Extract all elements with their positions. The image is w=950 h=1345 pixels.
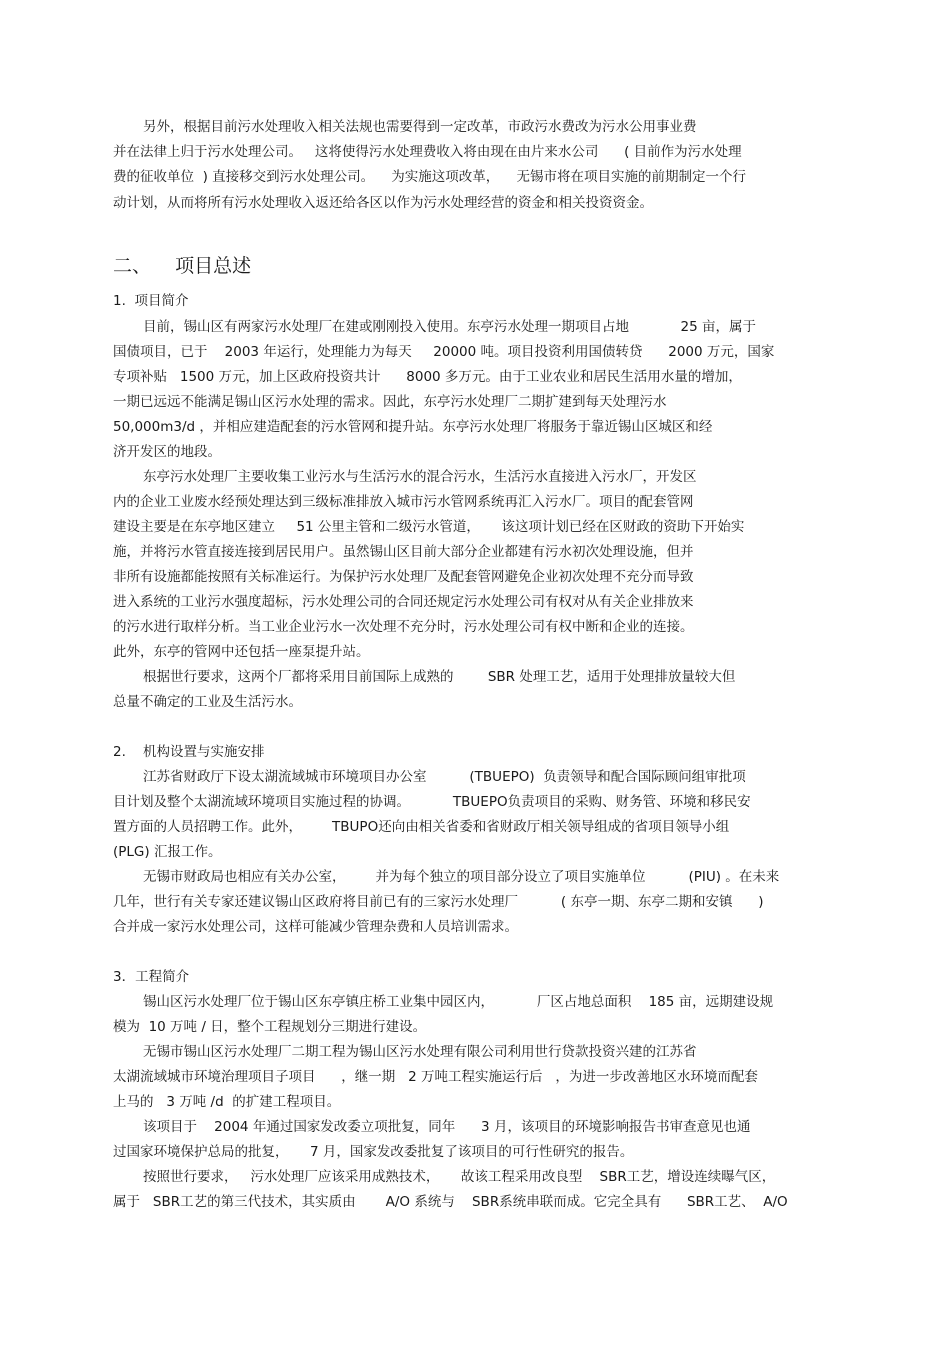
- paragraph-line: 锡山区污水处理厂位于锡山区东亭镇庄桥工业集中园区内， 厂区占地总面积 185 亩，远期建设规: [143, 994, 774, 1010]
- paragraph-line: 的污水进行取样分析。当工业企业污水一次处理不充分时，污水处理公司有权中断和企业的连接。: [113, 619, 694, 635]
- paragraph-line: 国债项目，已于 2003 年运行，处理能力为每天 20000 吨。项目投资利用国债转贷 2000 万元，国家: [113, 344, 775, 360]
- section-heading: 二、 项目总述: [113, 255, 252, 277]
- paragraph-line: 非所有设施都能按照有关标准运行。为保护污水处理厂及配套管网避免企业初次处理不充分而导致: [113, 569, 694, 585]
- subsection-title: 1. 项目简介: [113, 293, 189, 309]
- paragraph-line: 内的企业工业废水经预处理达到三级标准排放入城市污水管网系统再汇入污水厂。项目的配套管网: [113, 494, 694, 510]
- paragraph-line: 建设主要是在东亭地区建立 51 公里主管和二级污水管道， 该这项计划已经在区财政的资助下开始实: [113, 519, 745, 535]
- paragraph-line: 50,000m3/d ，并相应建造配套的污水管网和提升站。东亭污水处理厂将服务于靠近锡山区城区和经: [113, 419, 713, 435]
- paragraph-line: 合并成一家污水处理公司，这样可能减少管理杂费和人员培训需求。: [113, 919, 518, 935]
- paragraph-line: 济开发区的地段。: [113, 444, 221, 460]
- paragraph-line: 按照世行要求， 污水处理厂应该采用成熟技术， 故该工程采用改良型 SBR工艺，增设连续曝气区，: [143, 1169, 776, 1185]
- paragraph-line: 过国家环境保护总局的批复， 7 月，国家发改委批复了该项目的可行性研究的报告。: [113, 1144, 634, 1160]
- paragraph-line: 总量不确定的工业及生活污水。: [113, 694, 302, 710]
- paragraph-line: 另外，根据目前污水处理收入相关法规也需要得到一定改革，市政污水费改为污水公用事业费: [143, 119, 697, 135]
- paragraph-line: 施，并将污水管直接连接到居民用户。虽然锡山区目前大部分企业都建有污水初次处理设施，但并: [113, 544, 694, 560]
- paragraph-line: 并在法律上归于污水处理公司。 这将使得污水处理费收入将由现在由片来水公司 ( 目前作为污水处理: [113, 144, 742, 160]
- paragraph-line: 费的征收单位 ) 直接移交到污水处理公司。 为实施这项改革， 无锡市将在项目实施的前期制定一个行: [113, 169, 746, 185]
- paragraph-line: 根据世行要求，这两个厂都将采用目前国际上成熟的 SBR 处理工艺，适用于处理排放量较大但: [143, 669, 736, 685]
- paragraph-line: 置方面的人员招聘工作。此外， TBUPO还向由相关省委和省财政厅相关领导组成的省项目领导小组: [113, 819, 730, 835]
- paragraph-line: 目前，锡山区有两家污水处理厂在建或刚刚投入使用。东亭污水处理一期项目占地 25 亩，属于: [143, 319, 756, 335]
- paragraph-line: 太湖流域城市环境治理项目子项目 ，继一期 2 万吨工程实施运行后 ，为进一步改善地区水环境而配套: [113, 1069, 758, 1085]
- paragraph-line: 此外，东亭的管网中还包括一座泵提升站。: [113, 644, 370, 660]
- paragraph-line: 属于 SBR工艺的第三代技术，其实质由 A/O 系统与 SBR系统串联而成。它完全具有 SBR工艺、 A/O: [113, 1194, 788, 1210]
- subsection-title: 2. 机构设置与实施安排: [113, 744, 265, 760]
- paragraph-line: 无锡市锡山区污水处理厂二期工程为锡山区污水处理有限公司利用世行贷款投资兴建的江苏省: [143, 1044, 697, 1060]
- paragraph-line: 江苏省财政厅下设太湖流域城市环境项目办公室 (TBUEPO) 负责领导和配合国际顾问组审批项: [143, 769, 746, 785]
- paragraph-line: 一期已远远不能满足锡山区污水处理的需求。因此，东亭污水处理厂二期扩建到每天处理污水: [113, 394, 667, 410]
- paragraph-line: 东亭污水处理厂主要收集工业污水与生活污水的混合污水，生活污水直接进入污水厂，开发区: [143, 469, 697, 485]
- paragraph-line: 目计划及整个太湖流域环境项目实施过程的协调。 TBUEPO负责项目的采购、财务管、环境和移民安: [113, 794, 751, 810]
- paragraph-line: (PLG) 汇报工作。: [113, 844, 222, 860]
- paragraph-line: 上马的 3 万吨 /d 的扩建工程项目。: [113, 1094, 341, 1110]
- paragraph-line: 模为 10 万吨 / 日，整个工程规划分三期进行建设。: [113, 1019, 427, 1035]
- paragraph-line: 无锡市财政局也相应有关办公室， 并为每个独立的项目部分设立了项目实施单位 (PIU) 。在未来: [143, 869, 780, 885]
- paragraph-line: 动计划，从而将所有污水处理收入返还给各区以作为污水处理经营的资金和相关投资资金。: [113, 195, 653, 211]
- paragraph-line: 几年，世行有关专家还建议锡山区政府将目前已有的三家污水处理厂 ( 东亭一期、东亭二期和安镇 ): [113, 894, 764, 910]
- paragraph-line: 该项目于 2004 年通过国家发改委立项批复，同年 3 月，该项目的环境影响报告书审查意见也通: [143, 1119, 751, 1135]
- subsection-title: 3．工程简介: [113, 969, 190, 985]
- paragraph-line: 专项补贴 1500 万元，加上区政府投资共计 8000 多万元。由于工业农业和居民生活用水量的增加，: [113, 369, 742, 385]
- paragraph-line: 进入系统的工业污水强度超标，污水处理公司的合同还规定污水处理公司有权对从有关企业排放来: [113, 594, 694, 610]
